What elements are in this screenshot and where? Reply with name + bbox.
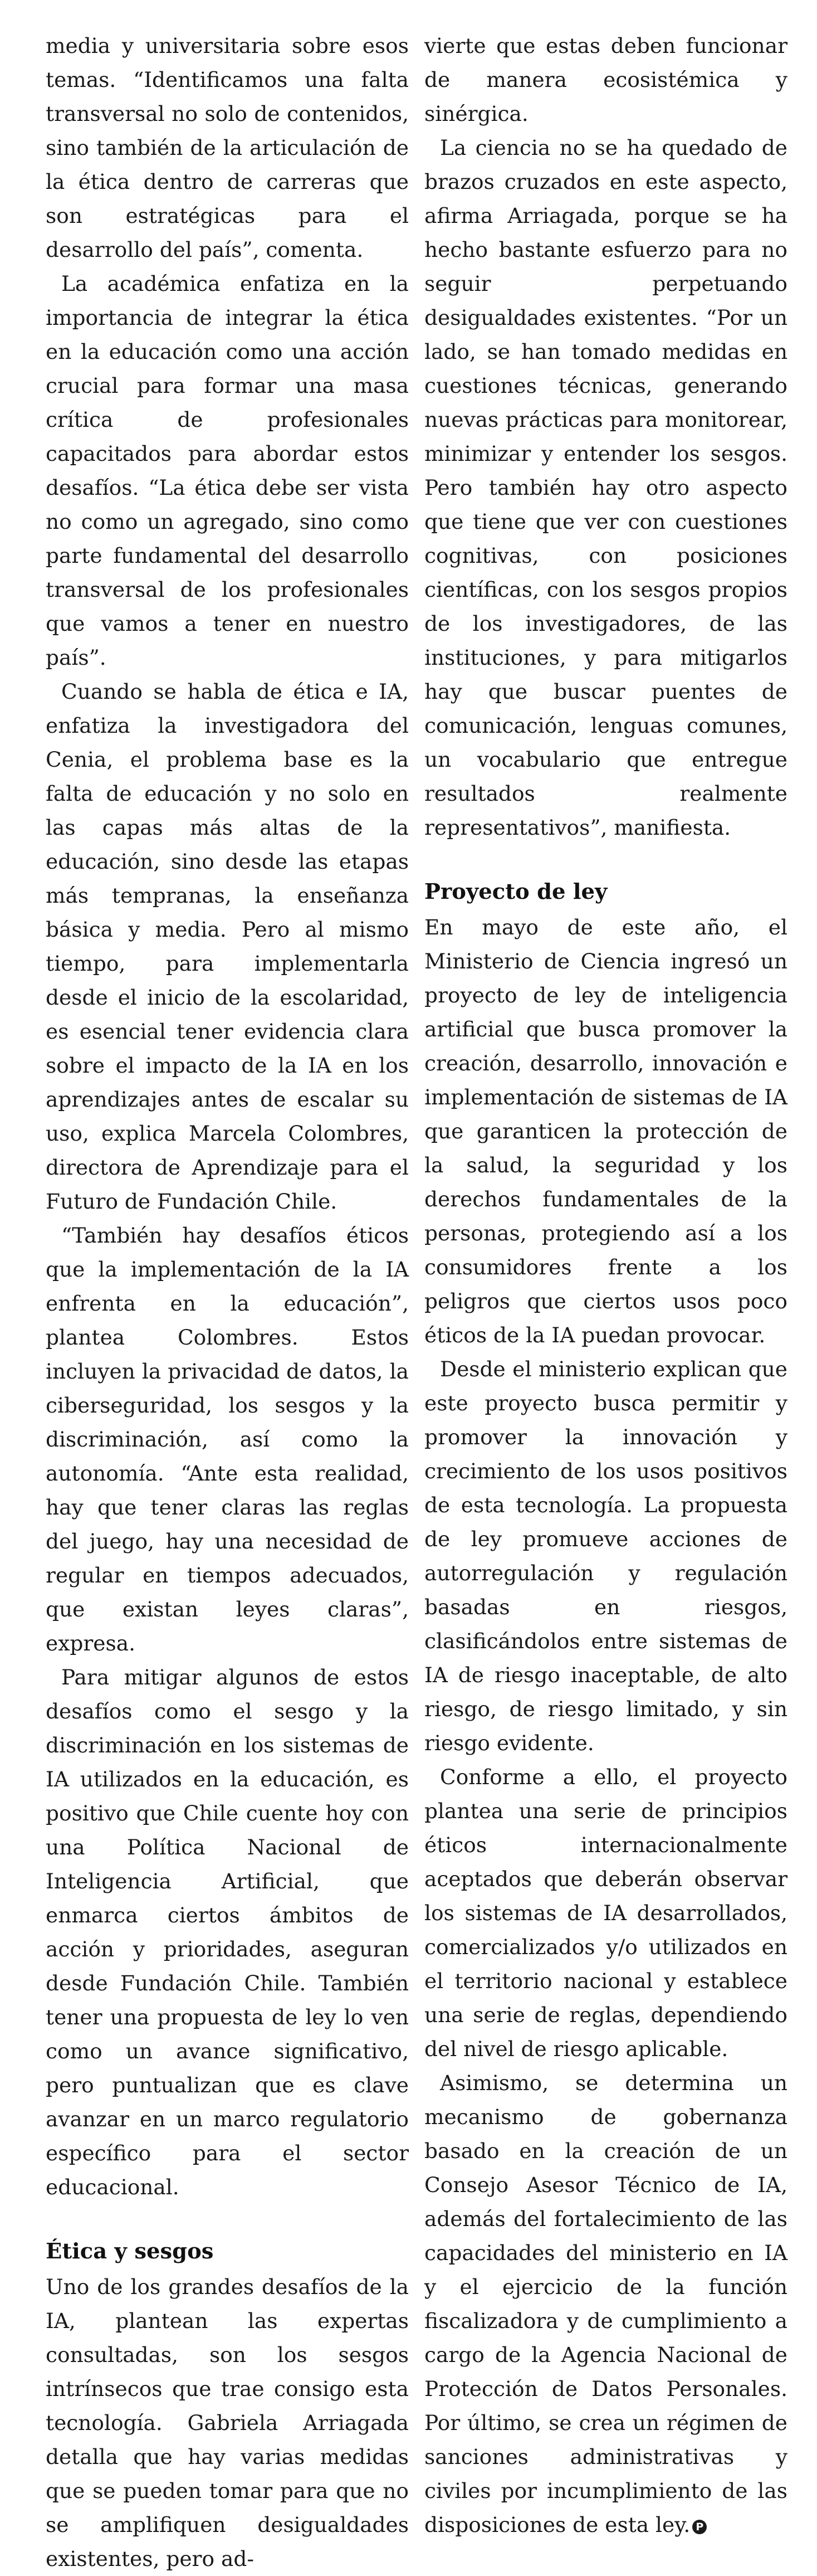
paragraph: vierte que estas deben funcionar de manera ecosistémica y sinérgica. [424, 33, 787, 126]
paragraph: media y universitaria sobre esos temas. “Identificamos una falta transversal no solo de contenidos, sino también de la articulación de la ética dentro de carreras que son estratégicas para el desarrollo del país”, comenta. [46, 33, 409, 262]
paragraph: En mayo de este año, el Ministerio de Ciencia ingresó un proyecto de ley de inteligencia artificial que busca promover la creación, desarrollo, innovación e implementación de sistemas de IA que garanticen la protección de la salud, la seguridad y los derechos fundamentales de la personas, protegiendo así a los consumidores frente a los peligros que ciertos usos poco éticos de la IA puedan provocar. [424, 915, 787, 1347]
section-subheading: Ética y sesgos [46, 2239, 214, 2264]
paragraph: Conforme a ello, el proyecto plantea una serie de principios éticos internacionalmente aceptados que deberán observar los sistemas de IA desarrollados, comercializados y/o utilizados en el territorio nacional y establece una serie de reglas, dependiendo del nivel de riesgo aplicable. [424, 1765, 787, 2061]
paragraph: Para mitigar algunos de estos desafíos como el sesgo y la discriminación en los sistemas de IA utilizados en la educación, es positivo que Chile cuente hoy con una Política Nacional de Inteligencia Artificial, que enmarca ciertos ámbitos de acción y prioridades, aseguran desde Fundación Chile. También tener una propuesta de ley lo ven como un avance significativo, pero puntualizan que es clave avanzar en un marco regulatorio específico para el sector educacional. [46, 1665, 409, 2199]
paragraph: La académica enfatiza en la importancia de integrar la ética en la educación como una acción crucial para formar una masa crítica de profesionales capacitados para abordar estos desafíos. “La ética debe ser vista no como un agregado, sino como parte fundamental del desarrollo transversal de los profesionales que vamos a tener en nuestro país”. [46, 271, 409, 670]
paragraph: Desde el ministerio explican que este proyecto busca permitir y promover la innovación y crecimiento de los usos positivos de esta tecnología. La propuesta de ley promueve acciones de autorregulación y regulación basadas en riesgos, clasificándolos entre sistemas de IA de riesgo inaceptable, de alto riesgo, de riesgo limitado, y sin riesgo evidente. [424, 1357, 787, 1755]
paragraph-final [424, 2066, 787, 2542]
paragraph: Uno de los grandes desafíos de la IA, plantean las expertas consultadas, son los sesgos intrínsecos que trae consigo esta tecnología. Gabriela Arriagada detalla que hay varias medidas que se pueden tomar para que no se amplifiquen desigualdades existentes, pero ad- [46, 2275, 409, 2571]
paragraph-final-text: Asimismo, se determina un mecanismo de gobernanza basado en la creación de un Consejo Asesor Técnico de IA, además del fortalecimiento de las capacidades del ministerio en IA y el ejercicio de la función fiscalizadora y de cumplimiento a cargo de la Agencia Nacional de Protección de Datos Personales. Por último, se crea un régimen de sanciones administrativas y civiles por incumplimiento de las disposiciones de esta ley. [424, 2071, 787, 2537]
paragraph: Cuando se habla de ética e IA, enfatiza la investigadora del Cenia, el problema base es la falta de educación y no solo en las capas más altas de la educación, sino desde las etapas más tempranas, la enseñanza básica y media. Pero al mismo tiempo, para implementarla desde el inicio de la escolaridad, es esencial tener evidencia clara sobre el impacto de la IA en los aprendizajes antes de escalar su uso, explica Marcela Colombres, directora de Aprendizaje para el Futuro de Fundación Chile. [46, 679, 409, 1214]
article-column-left [46, 29, 409, 2576]
paragraph: “También hay desafíos éticos que la implementación de la IA enfrenta en la educación”, plantea Colombres. Estos incluyen la privacidad de datos, la ciberseguridad, los sesgos y la discriminación, así como la autonomía. “Ante esta realidad, hay que tener claras las reglas del juego, hay una necesidad de regular en tiempos adecuados, que existan leyes claras”, expresa. [46, 1223, 409, 1655]
section-subheading: Proyecto de ley [424, 879, 608, 904]
end-of-article-icon: P [692, 2520, 707, 2534]
paragraph: La ciencia no se ha quedado de brazos cruzados en este aspecto, afirma Arriagada, porque se ha hecho bastante esfuerzo para no seguir perpetuando desigualdades existentes. “Por un lado, se han tomado medidas en cuestiones técnicas, generando nuevas prácticas para monitorear, minimizar y entender los sesgos. Pero también hay otro aspecto que tiene que ver con cuestiones cognitivas, con posiciones científicas, con los sesgos propios de los investigadores, de las instituciones, y para mitigarlos hay que buscar puentes de comunicación, lenguas comunes, un vocabulario que entregue resultados realmente representativos”, manifiesta. [424, 135, 787, 840]
